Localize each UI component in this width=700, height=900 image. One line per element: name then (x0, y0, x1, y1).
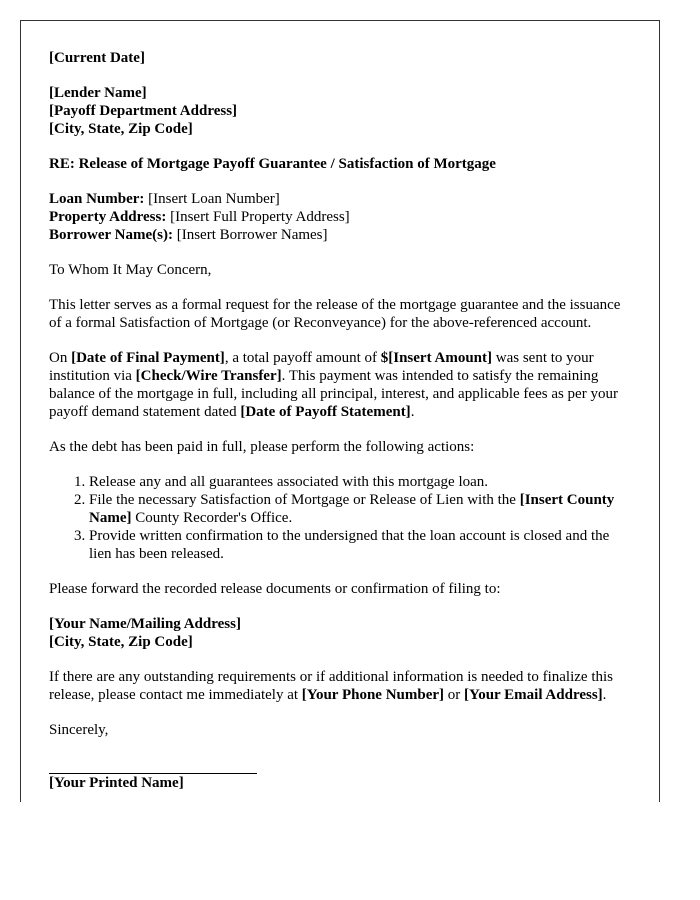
signature-line (49, 773, 257, 792)
actions-list (49, 473, 631, 563)
return-address: [Your Name/Mailing Address] [City, State, Zip Code] (49, 616, 241, 650)
header-date: [Current Date] (49, 50, 145, 66)
salutation: To Whom It May Concern, (49, 262, 212, 278)
paragraph-request: This letter serves as a formal request for the release of the mortgage guarantee and the issuance of a formal Satisfaction of Mortgage (or Reconveyance) for the above-referenced account. (49, 297, 621, 331)
closing: Sincerely, (49, 722, 109, 738)
letter-page (20, 20, 660, 802)
paragraph-forward: Please forward the recorded release documents or confirmation of filing to: (49, 581, 501, 597)
loan-details: Loan Number: [Insert Loan Number] Property Address: [Insert Full Property Address] Borrower Name(s): [Insert Borrower Names] (49, 191, 350, 243)
paragraph-actions-intro: As the debt has been paid in full, please perform the following actions: (49, 439, 475, 455)
lender-city: [City, State, Zip Code] (49, 121, 193, 137)
paragraph-contact: If there are any outstanding requirements or if additional information is needed to finalize this release, please contact me immediately at [Your Phone Number] or [Your Email Address]. (49, 669, 613, 703)
subject-line: RE: Release of Mortgage Payoff Guarantee / Satisfaction of Mortgage (49, 156, 496, 172)
paragraph-payment: On [Date of Final Payment], a total payoff amount of $[Insert Amount] was sent to your institution via [Check/Wire Transfer]. This payment was intended to satisfy the remaining balance of the mortgage in full, including all principal, interest, and applicable fees as per your payoff demand statement dated [Date of Payoff Statement]. (49, 350, 618, 420)
recipient-block (49, 84, 631, 138)
lender-address: [Payoff Department Address] (49, 103, 238, 119)
lender-name: [Lender Name] (49, 85, 147, 101)
list-item: 2. File the necessary Satisfaction of Mortgage or Release of Lien with the [Insert County Name] County Recorder's Office. (89, 491, 631, 527)
list-item: 1. Release any and all guarantees associated with this mortgage loan. (89, 473, 631, 491)
list-item: 3. Provide written confirmation to the undersigned that the loan account is closed and the lien has been released. (89, 527, 631, 563)
signature-name: [Your Printed Name] (49, 775, 184, 791)
